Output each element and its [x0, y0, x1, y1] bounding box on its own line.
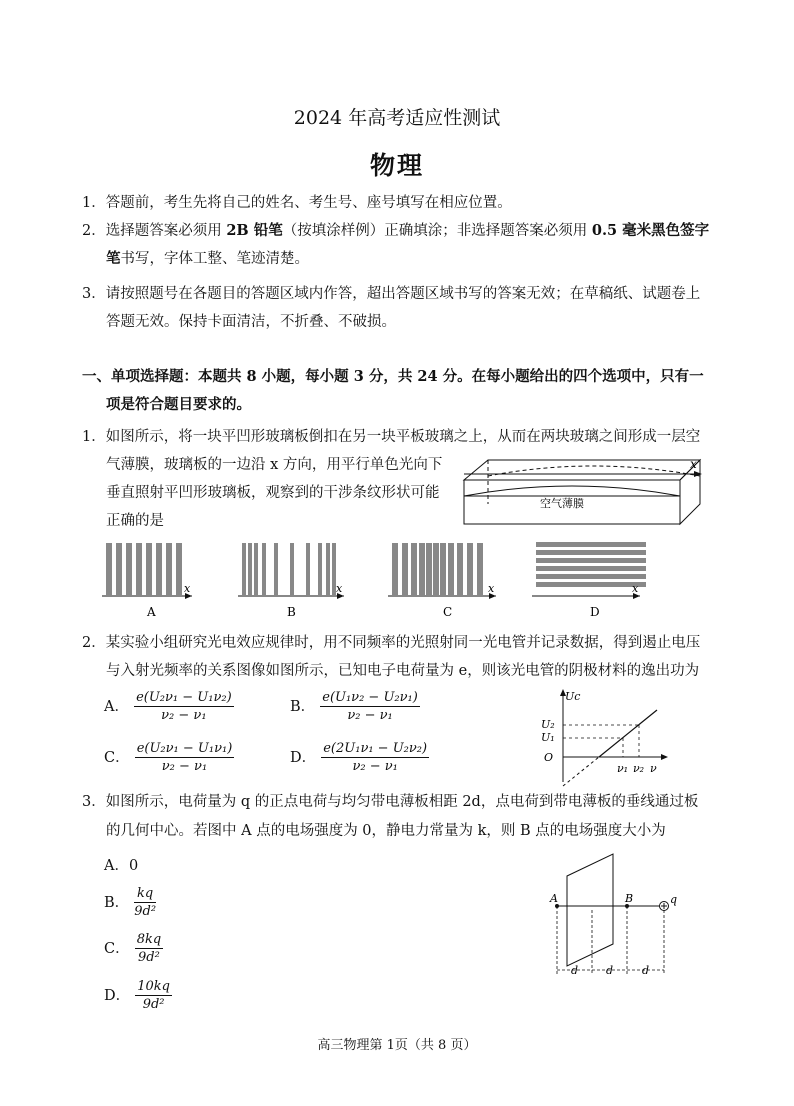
fringe-bar [426, 543, 432, 595]
option-letter: A． [104, 858, 129, 874]
fringe-stripe [536, 542, 646, 547]
q1-glass-diagram [462, 456, 712, 536]
v2-label: ν₂ [633, 762, 645, 775]
subject-title: 物理 [369, 151, 424, 180]
fringe-axis-label: x [488, 582, 495, 595]
q3-option-c[interactable] [104, 932, 163, 965]
x-axis-arrow [661, 754, 668, 760]
fringe-bar [433, 543, 439, 595]
instruction-3-cont: 答题无效。保持卡面清洁，不折叠、不破损。 [106, 314, 396, 330]
instruction-num: 3． [82, 286, 106, 302]
fraction-numerator: e(U₁ν₂ − U₂ν₁) [322, 690, 418, 705]
fringe-option-a[interactable] [102, 543, 192, 599]
fringe-bar [392, 543, 398, 595]
label-b: B [625, 892, 634, 905]
fringe-bar [326, 543, 330, 595]
fraction-denominator: ν₂ − ν₁ [161, 708, 207, 723]
option-fraction [135, 741, 235, 774]
q2-stopping-voltage-graph [535, 688, 675, 788]
option-letter: C． [104, 941, 130, 957]
q2-option-c[interactable] [104, 741, 234, 774]
option-label-a: A [147, 605, 156, 619]
extension-line [563, 757, 599, 786]
fraction-denominator: ν₂ − ν₁ [352, 759, 398, 774]
exam-title: 2024 年高考适应性测试 [293, 107, 501, 129]
option-fraction [321, 741, 429, 774]
fringe-bar [274, 543, 278, 595]
q2-option-d[interactable] [290, 741, 429, 774]
fraction-numerator: e(2U₁ν₁ − U₂ν₂) [323, 741, 428, 756]
fringe-bar [248, 543, 252, 595]
fringe-bar [411, 543, 417, 595]
option-letter: B． [104, 895, 130, 911]
instruction-2 [82, 220, 709, 242]
fringe-bar [318, 543, 322, 595]
origin-label: O [544, 751, 554, 764]
section-heading: 一、单项选择题：本题共 8 小题，每小题 3 分，共 24 分。在每小题给出的四个选项中，只有一 [82, 368, 704, 385]
fringe-axis-label: x [632, 582, 639, 595]
data-line [599, 710, 657, 757]
option-letter: A． [104, 699, 129, 715]
fraction-denominator: 9d² [134, 904, 157, 919]
v1-label: ν₁ [617, 762, 629, 775]
instruction-text: 选择题答案必须用 [105, 223, 227, 239]
label-q: q [670, 893, 678, 906]
label-a: A [550, 892, 558, 905]
glass-top-face [464, 460, 700, 480]
page-footer: 高三物理第 1页（共 8 页） [317, 1038, 477, 1053]
option-letter: D． [104, 988, 131, 1004]
option-fraction [320, 690, 420, 723]
fringe-bar [136, 543, 142, 595]
fraction-denominator: 9d² [142, 997, 165, 1012]
option-fraction [134, 886, 156, 919]
fringe-bar [457, 543, 463, 595]
u2-label: U₂ [541, 718, 555, 731]
v-label: ν [650, 762, 657, 775]
q3-stem-line1: 3．如图所示，电荷量为 q 的正点电荷与均匀带电薄板相距 2d，点电荷到带电薄板的垂线通过板 [82, 794, 699, 810]
fringe-bar [116, 543, 122, 595]
instruction-num: 1． [82, 195, 106, 211]
fringe-bar [156, 543, 162, 595]
fraction-denominator: ν₂ − ν₁ [347, 708, 393, 723]
fringe-bar [448, 543, 454, 595]
fringe-bar [176, 543, 182, 595]
q2-stem-line1: 2．某实验小组研究光电效应规律时，用不同频率的光照射同一光电管并记录数据，得到遏止电压 [82, 635, 701, 651]
fringe-bar [290, 543, 294, 595]
q3-stem-line2: 的几何中心。若图中 A 点的电场强度为 0，静电力常量为 k，则 B 点的电场强度大小为 [106, 823, 666, 839]
option-label-d: D [590, 605, 600, 619]
fraction-numerator: kq [134, 886, 156, 903]
option-fraction [134, 690, 234, 723]
fraction-numerator: 10kq [137, 979, 170, 994]
q1-fringe-options [100, 538, 660, 624]
instruction-2-cont [106, 248, 309, 270]
fringe-axis-label: x [184, 582, 191, 595]
fringe-stripe [536, 566, 646, 571]
section-heading-cont: 项是符合题目要求的。 [106, 396, 251, 413]
instruction-bold: 2B 铅笔 [226, 222, 283, 239]
fringe-stripe [536, 550, 646, 555]
charged-plate [567, 854, 613, 966]
u1-label: U₁ [541, 731, 555, 744]
fringe-bar [254, 543, 258, 595]
instruction-text: 答题前，考生先将自己的姓名、考生号、座号填写在相应位置。 [105, 195, 512, 211]
fringe-stripe [536, 582, 646, 587]
q1-stem-line2: 气薄膜，玻璃板的一边沿 x 方向，用平行单色光向下 [106, 457, 443, 473]
fraction-numerator: e(U₂ν₁ − U₁ν₂) [136, 690, 232, 705]
x-axis-label: x [690, 457, 697, 471]
q2-option-b[interactable] [290, 690, 420, 723]
fringe-option-b[interactable] [238, 543, 344, 599]
option-label-b: B [287, 605, 296, 619]
label-d1: d [571, 964, 579, 977]
fringe-bar [419, 543, 425, 595]
option-letter: B． [290, 699, 316, 715]
q3-option-a[interactable] [104, 855, 138, 877]
option-fraction [135, 932, 163, 965]
fringe-option-d[interactable] [532, 542, 646, 599]
instruction-bold: 笔 [106, 250, 121, 267]
fringe-bar [306, 543, 310, 595]
option-letter: C． [104, 750, 130, 766]
fraction-denominator: ν₂ − ν₁ [161, 759, 208, 774]
option-label-c: C [443, 605, 453, 619]
q3-plate-diagram [545, 848, 685, 980]
instruction-num: 2． [82, 223, 106, 239]
film-label: 空气薄膜 [540, 497, 584, 510]
fringe-stripe [536, 574, 646, 579]
label-d2: d [606, 964, 614, 977]
instruction-text: 书写，字体工整、笔迹清楚。 [120, 251, 309, 267]
q1-stem-line1: 1．如图所示，将一块平凹形玻璃板倒扣在另一块平板玻璃之上，从而在两块玻璃之间形成一层空 [82, 429, 701, 445]
fringe-axis-label: x [336, 582, 343, 595]
fringe-bar [467, 543, 473, 595]
q2-option-a[interactable] [104, 690, 234, 723]
fringe-bar [402, 543, 408, 595]
fringe-option-c[interactable] [388, 543, 496, 599]
instruction-text: 请按照题号在各题目的答题区域内作答，超出答题区域书写的答案无效；在草稿纸、试题卷上 [105, 286, 701, 302]
q2-stem-line2: 与入射光频率的关系图像如图所示，已知电子电荷量为 e，则该光电管的阴极材料的逸出功为 [106, 663, 700, 679]
option-letter: D． [290, 750, 317, 766]
q3-option-d[interactable] [104, 979, 172, 1012]
instruction-1 [82, 192, 512, 214]
fringe-stripe [536, 558, 646, 563]
fringe-bar [106, 543, 112, 595]
option-value: 0 [128, 858, 139, 874]
fringe-bar [262, 543, 266, 595]
q1-stem-line3: 垂直照射平凹形玻璃板，观察到的干涉条纹形状可能 [106, 485, 440, 501]
label-d3: d [642, 964, 650, 977]
fraction-numerator: e(U₂ν₁ − U₁ν₁) [136, 741, 233, 756]
instruction-bold: 0.5 毫米黑色签字 [591, 222, 710, 239]
option-fraction [135, 979, 172, 1012]
instruction-text: （按填涂样例）正确填涂；非选择题答案必须用 [282, 223, 592, 239]
fringe-bar [440, 543, 446, 595]
q3-option-b[interactable] [104, 886, 156, 919]
q1-stem-line4: 正确的是 [106, 513, 164, 529]
y-axis-label: Uc [565, 690, 581, 703]
fringe-bar [477, 543, 483, 595]
concave-curve [464, 486, 680, 496]
instruction-3 [82, 283, 700, 305]
fringe-bar [126, 543, 132, 595]
fraction-denominator: 9d² [138, 950, 160, 965]
fringe-bar [146, 543, 152, 595]
fraction-numerator: 8kq [136, 932, 162, 947]
fringe-bar [166, 543, 172, 595]
fringe-bar [242, 543, 246, 595]
